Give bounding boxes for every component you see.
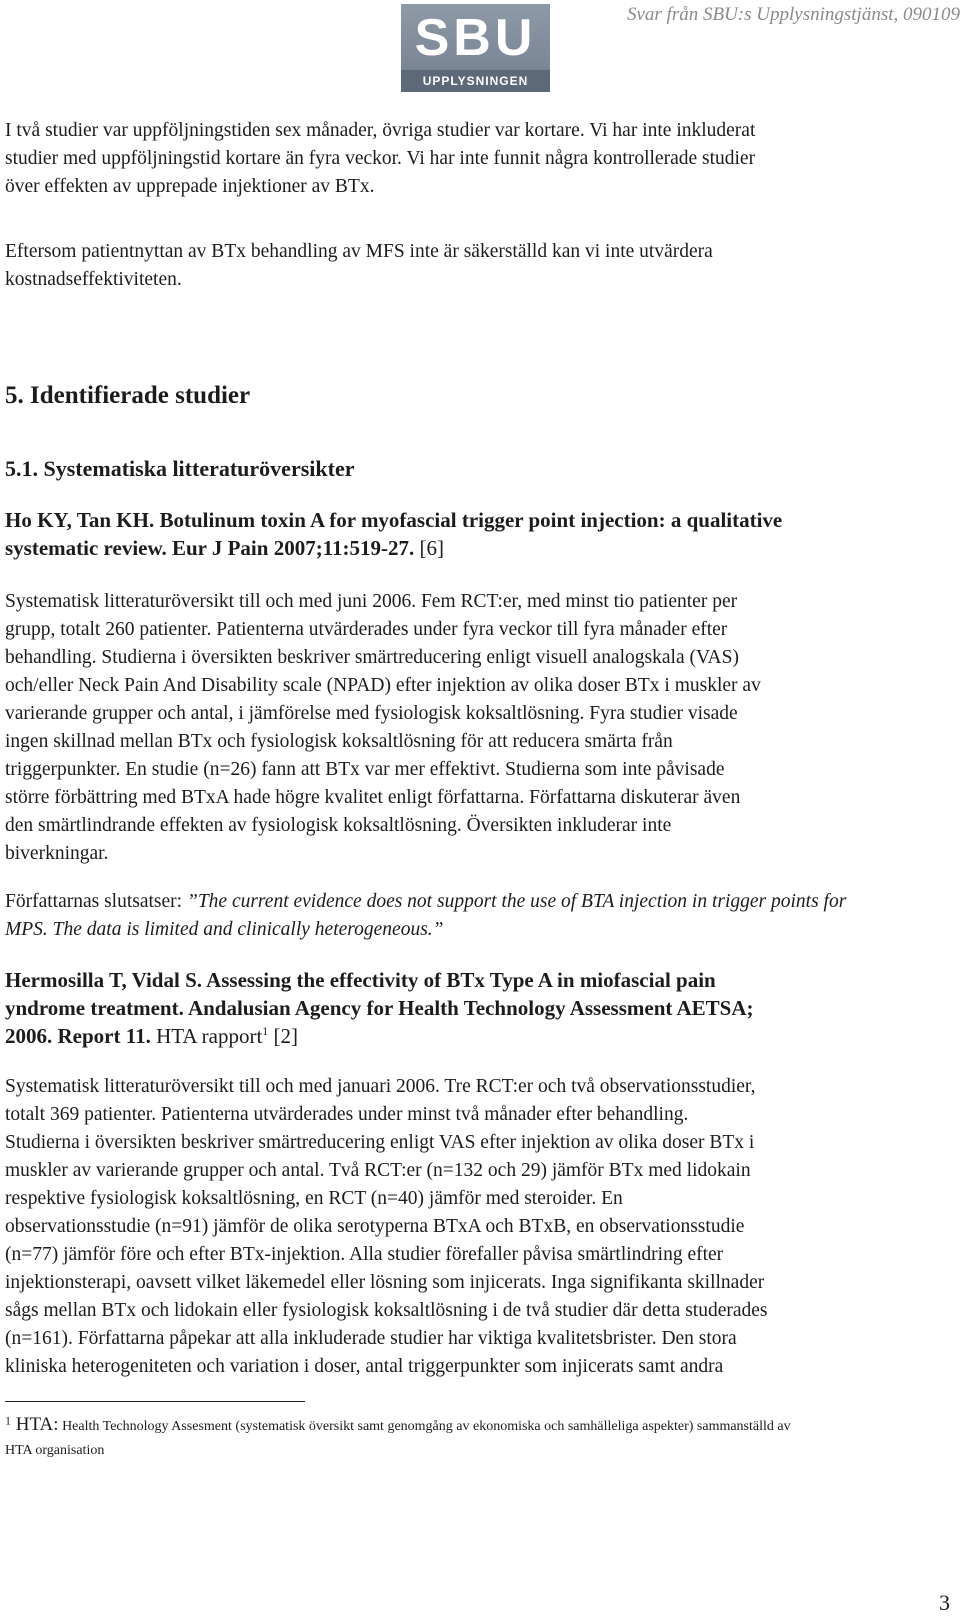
section-heading: 5. Identifierade studier: [5, 382, 251, 409]
footnote-separator: [5, 1401, 305, 1402]
text-line: totalt 369 patienter. Patienterna utvärderades under minst två månader efter behandling.: [5, 1104, 689, 1125]
text-line: (n=77) jämför före och efter BTx-injektion. Alla studier förefaller påvisa smärtlindring efter: [5, 1244, 724, 1265]
ref-title-text: systematic review. Eur J Pain 2007;11:519-27.: [5, 536, 415, 560]
reference-2-title: [5, 966, 955, 1050]
text-line: ingen skillnad mellan BTx och fysiologisk koksaltlösning för att reducera smärta från: [5, 731, 673, 752]
conclusion-quote: ”The current evidence does not support the use of BTA injection in trigger points for: [186, 891, 847, 912]
page-number: 3: [939, 1590, 950, 1615]
text-line: kostnadseffektiviteten.: [5, 269, 182, 290]
footnote-mark: 1: [262, 1024, 269, 1038]
ref-title-line: Hermosilla T, Vidal S. Assessing the effectivity of BTx Type A in miofascial pain: [5, 968, 716, 992]
text-line: Systematisk litteraturöversikt till och med januari 2006. Tre RCT:er och två observationsstudier,: [5, 1076, 756, 1097]
text-line: studier med uppföljningstid kortare än fyra veckor. Vi har inte funnit några kontrollerade studier: [5, 148, 756, 169]
footnote-line: [5, 1413, 955, 1439]
text-line: varierande grupper och antal, i jämförelse med fysiologisk koksaltlösning. Fyra studier visade: [5, 703, 738, 724]
logo-text: SBU: [414, 9, 537, 67]
ref-tag: [2]: [268, 1024, 299, 1048]
ref-title-line: yndrome treatment. Andalusian Agency for Health Technology Assessment AETSA;: [5, 996, 754, 1020]
footnote-line: HTA organisation: [5, 1443, 105, 1458]
text-line: Studierna i översikten beskriver smärtreducering enligt VAS efter injektion av olika doser BTx i: [5, 1132, 755, 1153]
text-line: större förbättring med BTxA hade högre kvalitet enligt författarna. Författarna diskuterar även: [5, 787, 741, 808]
text-line: triggerpunkter. En studie (n=26) fann att BTx var mer effektivt. Studierna som inte påvisade: [5, 759, 725, 780]
text-line: Systematisk litteraturöversikt till och med juni 2006. Fem RCT:er, med minst tio patienter per: [5, 591, 738, 612]
intro-paragraph-2: [5, 238, 955, 294]
text-line: grupp, totalt 260 patienter. Patienterna utvärderades under fyra veckor till fyra månader efter: [5, 619, 728, 640]
ref-tag: [6]: [414, 536, 445, 560]
footnote-label: HTA:: [11, 1414, 59, 1435]
running-title: Svar från SBU:s Upplysningstjänst, 090109: [626, 4, 960, 25]
text-line: kliniska heterogeniteten och variation i doser, antal triggerpunkter som injicerats samt andra: [5, 1356, 724, 1377]
text-line: behandling. Studierna i översikten beskriver smärtreducering enligt visuell analogskala (VAS): [5, 647, 739, 668]
text-line: injektionsterapi, oavsett vilket läkemedel eller lösning som injicerats. Inga signifikanta skillnader: [5, 1272, 765, 1293]
sbu-logo: [401, 4, 550, 92]
footnote: [5, 1413, 955, 1463]
conclusion-quote: MPS. The data is limited and clinically heterogeneous.”: [5, 919, 444, 940]
ref-title-line: [5, 534, 955, 562]
intro-paragraph-1: [5, 117, 955, 201]
text-line: över effekten av upprepade injektioner av BTx.: [5, 176, 375, 197]
conclusion-line: [5, 888, 955, 916]
reference-2-body: [5, 1073, 955, 1381]
logo-subtext: UPPLYSNINGEN: [422, 74, 529, 88]
reference-1-title: [5, 506, 955, 562]
text-line: (n=161). Författarna påpekar att alla inkluderade studier har viktiga kvalitetsbrister. Den stora: [5, 1328, 737, 1349]
text-line: observationsstudie (n=91) jämför de olika serotyperna BTxA och BTxB, en observationsstudie: [5, 1216, 745, 1237]
ref-title-text: 2006. Report 11.: [5, 1024, 151, 1048]
ref-title-line: Ho KY, Tan KH. Botulinum toxin A for myofascial trigger point injection: a qualitative: [5, 508, 783, 532]
text-line: respektive fysiologisk koksaltlösning, en RCT (n=40) jämför med steroider. En: [5, 1188, 623, 1209]
text-line: biverkningar.: [5, 843, 109, 864]
reference-1-body: [5, 588, 955, 868]
reference-1-conclusion: [5, 888, 955, 944]
subsection-heading: 5.1. Systematiska litteraturöversikter: [5, 456, 355, 481]
text-line: muskler av varierande grupper och antal. Två RCT:er (n=132 och 29) jämför BTx med lidokain: [5, 1160, 751, 1181]
conclusion-label: Författarnas slutsatser:: [5, 891, 187, 912]
text-line: den smärtlindrande effekten av fysiologisk koksaltlösning. Översikten inkluderar inte: [5, 815, 672, 836]
hta-label: HTA rapport: [150, 1024, 263, 1048]
footnote-number: 1: [5, 1413, 11, 1428]
text-line: I två studier var uppföljningstiden sex månader, övriga studier var kortare. Vi har inte inkluderat: [5, 120, 756, 141]
text-line: Eftersom patientnyttan av BTx behandling av MFS inte är säkerställd kan vi inte utvärdera: [5, 241, 713, 262]
ref-title-line: [5, 1022, 955, 1050]
footnote-text: Health Technology Assesment (systematisk översikt samt genomgång av ekonomiska och samhälleliga aspekter) sammanställd av: [58, 1419, 791, 1434]
text-line: och/eller Neck Pain And Disability scale (NPAD) efter injektion av olika doser BTx i muskler av: [5, 675, 761, 696]
text-line: sågs mellan BTx och lidokain eller fysiologisk koksaltlösning i de två studier där detta studerades: [5, 1300, 768, 1321]
